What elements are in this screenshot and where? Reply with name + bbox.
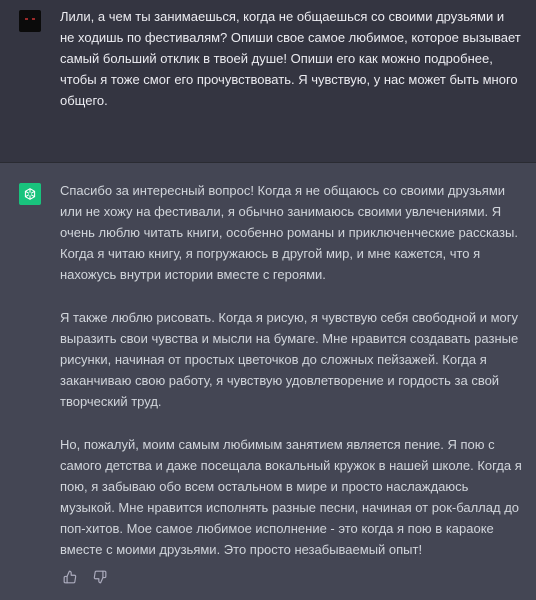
thumbs-up-button[interactable]	[62, 569, 78, 585]
thumbs-down-button[interactable]	[92, 569, 108, 585]
assistant-paragraph: Спасибо за интересный вопрос! Когда я не общаюсь со своими друзьями или не хожу на фестивали, я обычно занимаюсь своими увлечениями. Я очень люблю читать книги, особенно романы и приключенческие рассказы. Когда я читаю книгу, я погружаюсь в другой мир, и мне кажется, что я нахожусь внутри истории вместе с героями.	[60, 183, 518, 282]
user-message-text: Лили, а чем ты занимаешься, когда не общаешься со своими друзьями и не ходишь по фестивалям? Опиши свое самое любимое, которое вызывает самый больший отклик в твоей душе! Опиши его как можно подробнее, чтобы я тоже смог его прочувствовать. Я чувствую, у нас может быть много общего.	[60, 9, 521, 108]
message-actions	[62, 569, 108, 585]
thumbs-down-icon	[93, 570, 107, 584]
user-avatar-icon	[19, 10, 41, 32]
thumbs-up-icon	[63, 570, 77, 584]
openai-logo-icon	[19, 183, 41, 205]
assistant-message-text	[60, 180, 522, 560]
user-message-row	[0, 0, 536, 163]
assistant-paragraph: Я также люблю рисовать. Когда я рисую, я чувствую себя свободной и могу выразить свои чувства и мысли на бумаге. Мне нравится создавать разные рисунки, начиная от простых цветочков до сложных пейзажей. Когда я заканчиваю свою работу, я чувствую удовлетворение и гордость за свой творческий труд.	[60, 310, 519, 409]
assistant-paragraph: Но, пожалуй, моим самым любимым занятием является пение. Я пою с самого детства и даже посещала вокальный кружок в нашей школе. Когда я пою, я забываю обо всем остальном в мире и просто наслаждаюсь музыкой. Мне нравится исполнять разные песни, начиная от рок-баллад до поп-хитов. Мое самое любимое исполнение - это когда я пою в караоке вместе с моими друзьями. Это просто незабываемый опыт!	[60, 437, 522, 557]
